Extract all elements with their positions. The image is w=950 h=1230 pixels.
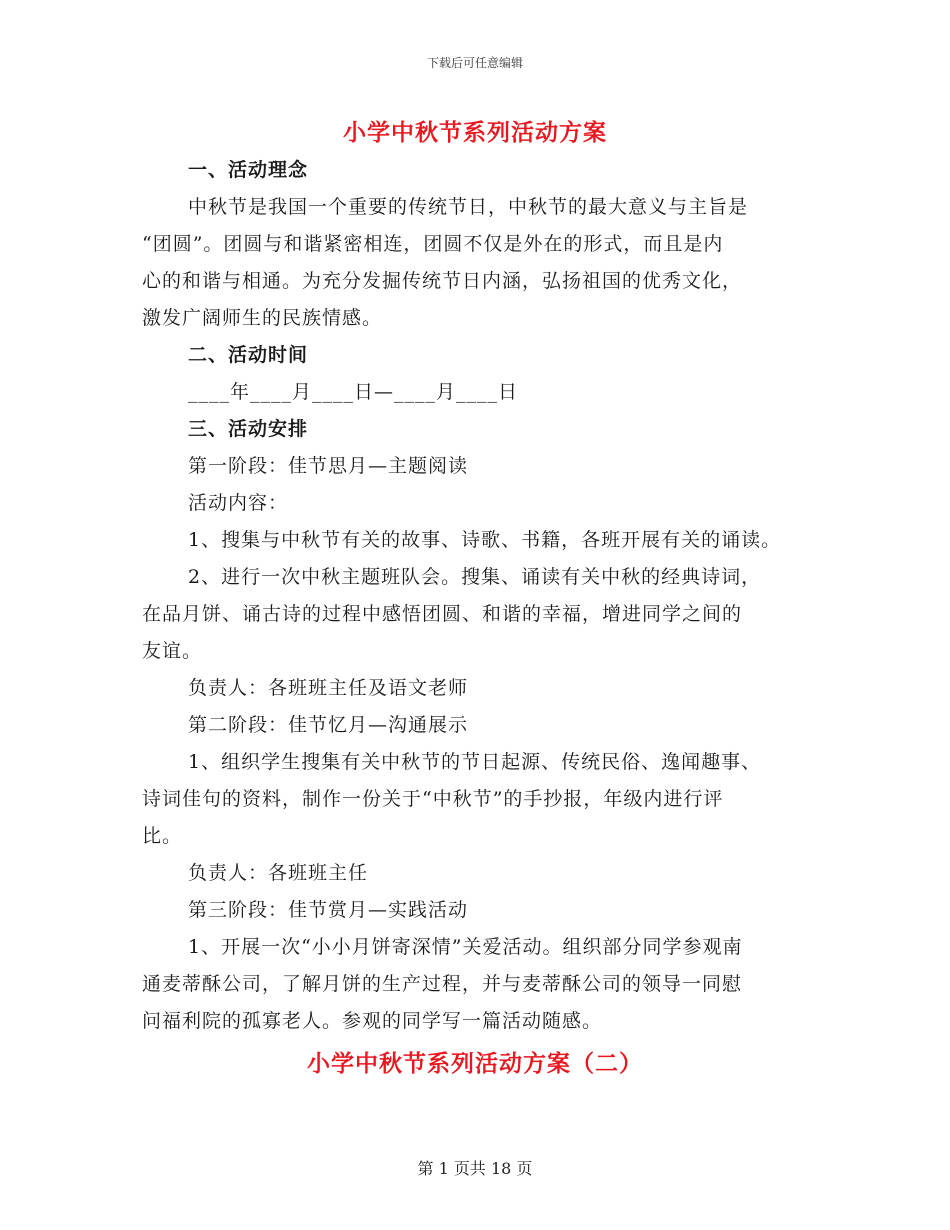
page-footer: 第 1 页共 18 页 <box>417 1159 533 1178</box>
stage-two-item-1: 1、组织学生搜集有关中秋节的节日起源、传统民俗、逸闻趣事、 <box>188 751 762 773</box>
paragraph-line: 友谊。 <box>142 640 203 662</box>
paragraph-line: 在品月饼、诵古诗的过程中感悟团圆、和谐的幸福，增进同学之间的 <box>142 603 743 625</box>
section-heading-time: 二、活动时间 <box>188 344 309 366</box>
stage-three-title: 第三阶段：佳节赏月—实践活动 <box>188 899 469 921</box>
paragraph-line: 心的和谐与相通。为充分发掘传统节日内涵，弘扬祖国的优秀文化， <box>142 270 743 292</box>
content-label: 活动内容： <box>188 492 289 514</box>
stage-one-title: 第一阶段：佳节思月—主题阅读 <box>188 455 469 477</box>
stage-one-owner: 负责人：各班班主任及语文老师 <box>188 677 469 699</box>
document-title-2: 小学中秋节系列活动方案（二） <box>307 1050 643 1077</box>
paragraph-line: 中秋节是我国一个重要的传统节日，中秋节的最大意义与主旨是 <box>188 196 749 218</box>
document-title: 小学中秋节系列活动方案 <box>343 119 607 146</box>
section-heading-schedule: 三、活动安排 <box>188 418 309 440</box>
stage-three-item-1: 1、开展一次“小小月饼寄深情”关爱活动。组织部分同学参观南 <box>188 936 743 958</box>
paragraph-line: “团圆”。团圆与和谐紧密相连，团圆不仅是外在的形式，而且是内 <box>142 233 724 255</box>
section-heading-concept: 一、活动理念 <box>188 159 309 181</box>
stage-two-owner: 负责人：各班班主任 <box>188 862 369 884</box>
stage-two-title: 第二阶段：佳节忆月—沟通展示 <box>188 714 469 736</box>
paragraph-line: 问福利院的孤寡老人。参观的同学写一篇活动随感。 <box>142 1010 603 1032</box>
stage-one-item-1: 1、搜集与中秋节有关的故事、诗歌、书籍，各班开展有关的诵读。 <box>188 529 782 551</box>
page-header: 下载后可任意编辑 <box>426 56 523 70</box>
paragraph-line: 比。 <box>142 825 183 847</box>
paragraph-line: 诗词佳句的资料，制作一份关于“中秋节”的手抄报，年级内进行评 <box>142 788 724 810</box>
date-fill-line: ____年____月____日—____月____日 <box>188 381 519 403</box>
paragraph-line: 通麦蒂酥公司，了解月饼的生产过程，并与麦蒂酥公司的领导一同慰 <box>142 973 743 995</box>
stage-one-item-2: 2、进行一次中秋主题班队会。搜集、诵读有关中秋的经典诗词， <box>188 566 762 588</box>
document-body <box>142 152 812 1040</box>
paragraph-line: 激发广阔师生的民族情感。 <box>142 307 383 329</box>
